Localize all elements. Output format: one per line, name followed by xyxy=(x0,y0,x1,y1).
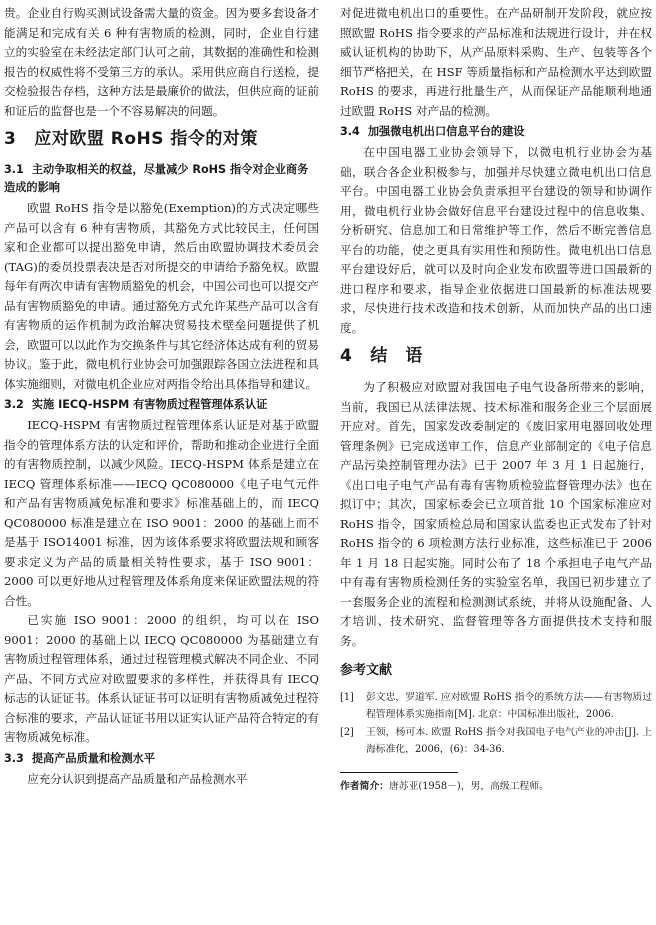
subsection-title: 主动争取相关的权益，尽量减少 RoHS 指令对企业商务造成的影响 xyxy=(4,163,309,194)
subsection-3-2-heading xyxy=(4,396,319,414)
section-title: 应对欧盟 RoHS 指令的对策 xyxy=(34,129,258,149)
paragraph-cont: 对促进微电机出口的重要性。在产品研制开发阶段，就应按照欧盟 RoHS 指令要求的产品标准和法规进行设计，并在权威认证机构的协助下，从产品原料采购、生产、包装等各个细节严格把关，在 HSF 等质量指标和产品检测水平达到欧盟 RoHS 的要求，再进行批量生产，从而保证产品能顺利地通过欧盟 RoHS 对产品的检测。 xyxy=(340,6,652,118)
paragraph-cont: 贵。企业自行购买测试设备需大量的资金。因为要多套设备才能满足和完成有关 6 种有害物质的检测，同时，企业自行建立的实验室在未经法定部门认可之前，其数据的准确性和检测报告的权威性将不受第三方的承认。采用供应商自行送检，提交检验报告存档，这种方法是最廉价的做法，但供应商的证前和证后的监督也是一个不容易解决的问题。 xyxy=(4,6,319,118)
section-3-heading xyxy=(4,127,319,151)
paragraph-3-2a: IECQ-HSPM 有害物质过程管理体系认证是对基于欧盟指令的管理体系方法的认定和评价，帮助和推动企业进行全面的有害物质控制，以减少风险。IECQ-HSPM 体系是建立在 IECQ 管理体系标准——IECQ QC080000《电子电气元件和产品有害物质减免标准和要求》标准基础上的，而 IECQ QC080000 标准是建立在 ISO 9001：2000 的基础上而不是基于 ISO14001 标准，因为该体系要求将欧盟法规和顾客要求定义为产品的质量相关特性要求，基于 ISO 9001：2000 可以更好地从过程管理及体系角度来保证欧盟法规的符合性。 xyxy=(4,418,319,608)
author-note xyxy=(340,779,652,795)
subsection-3-4-heading xyxy=(340,123,652,141)
references-heading: 参考文献 xyxy=(340,663,393,678)
subsection-number: 3.4 xyxy=(340,125,360,138)
subsection-title: 提高产品质量和检测水平 xyxy=(31,751,155,765)
reference-text: 王领，杨可本. 欧盟 RoHS 指令对我国电子电气产业的冲击[J]. 上海标准化，2006，(6)：34-36. xyxy=(366,727,652,755)
reference-number: [1] xyxy=(340,692,354,703)
subsection-3-1-heading xyxy=(4,161,319,197)
author-note-text: 唐苏亚(1958－)，男，高级工程师。 xyxy=(388,781,549,792)
reference-text: 彭文忠，罗道军. 应对欧盟 RoHS 指令的系统方法——有害物质过程管理体系实施指南[M]. 北京：中国标准出版社，2006. xyxy=(366,692,652,720)
subsection-number: 3.1 xyxy=(4,163,24,176)
section-4-heading xyxy=(340,344,652,368)
section-title: 结 语 xyxy=(370,346,423,366)
subsection-number: 3.2 xyxy=(4,398,24,411)
paragraph-3-3: 应充分认识到提高产品质量和产品检测水平 xyxy=(27,771,248,786)
paragraph-3-1: 欧盟 RoHS 指令是以豁免(Exemption)的方式决定哪些产品可以含有 6 种有害物质，其豁免方式比较民主，任何国家和企业都可以提出豁免申请，然后由欧盟协调技术委员会(TAG)的委员投票表决是否对所提交的申请给予豁免权。欧盟每年有两次申请有害物质豁免的机会，中国公司也可以提交产品有害物质豁免的申请。通过豁免方式允许某些产品可以含有有害物质的运作机制为政治解决贸易技术壁垒问题提供了机会，欧盟可以以此作为交换条件与其它经济体达成有利的贸易协议。鉴于此，微电机行业协会可加强跟踪各国立法进程和具体实施细则，对微电机企业应对两指令给出具体指导和建议。 xyxy=(4,201,319,391)
reference-item xyxy=(340,689,652,723)
paragraph-4: 为了积极应对欧盟对我国电子电气设备所带来的影响，当前，我国已从法律法规、技术标准和服务企业三个层面展开应对。首先，国家发改委制定的《废旧家用电器回收处理管理条例》已完成送审工作，信息产业部制定的《电子信息产品污染控制管理办法》已于 2007 年 3 月 1 日起施行，《出口电子电气产品有毒有害物质检验监督管理办法》也在拟订中；其次，国家标委会已立项首批 10 个国家标准应对 RoHS 指令，国家质检总局和国家认监委也正式发布了针对 RoHS 指令的 6 项检测方法行业标准，这些标准已于 2006 年 1 月 18 日起实施。同时公布了 18 个承担电子电气产品中有毒有害物质检测任务的实验室名单，我国已初步建立了一套服务企业的流程和检测测试系统，并将从设施配备、人才培训、技术研究、监督管理等各方面提供技术支持和服务。 xyxy=(340,380,652,648)
left-column xyxy=(4,4,319,789)
paragraph-3-4: 在中国电器工业协会领导下，以微电机行业协会为基础，联合各企业积极参与，加强并尽快建立微电机出口信息平台。中国电器工业协会负责承担平台建设的领导和协调作用，微电机行业协会做好信息平台建设过程中的信息收集、分析研究、信息加工和日常维护等工作，然后不断完善信息平台的功能，使之更具有实用性和预防性。微电机出口信息平台建设好后，就可以及时向企业发布欧盟等进口国最新的进口程序和要求，指导企业依据进口国最新的标准法规要求，尽快进行技术改造和技术创新，从而加快产品的出口速度。 xyxy=(340,145,652,335)
subsection-number: 3.3 xyxy=(4,751,24,765)
subsection-3-3-heading xyxy=(4,750,319,768)
author-note-label: 作者简介： xyxy=(340,781,389,792)
reference-number: [2] xyxy=(340,727,354,738)
footnote-divider xyxy=(340,772,458,773)
subsection-title: 加强微电机出口信息平台的建设 xyxy=(367,125,525,138)
right-column xyxy=(340,4,652,795)
subsection-title: 实施 IECQ-HSPM 有害物质过程管理体系认证 xyxy=(31,398,268,411)
paragraph-3-2b: 已实施 ISO 9001：2000 的组织，均可以在 ISO 9001：2000 的基础上以 IECQ QC080000 为基础建立有害物质过程管理体系，通过过程管理模式解决不同企业、不同产品、不同方式应对欧盟要求的多样性，并获得具有 IECQ 标志的认证证书。体系认证证书可以证明有害物质减免过程符合标准的要求，产品认证证书用以证实认证产品符合特定的有害物质减免标准。 xyxy=(4,613,319,744)
section-number: 4 xyxy=(340,346,353,366)
section-number: 3 xyxy=(4,129,17,149)
reference-item xyxy=(340,724,652,758)
